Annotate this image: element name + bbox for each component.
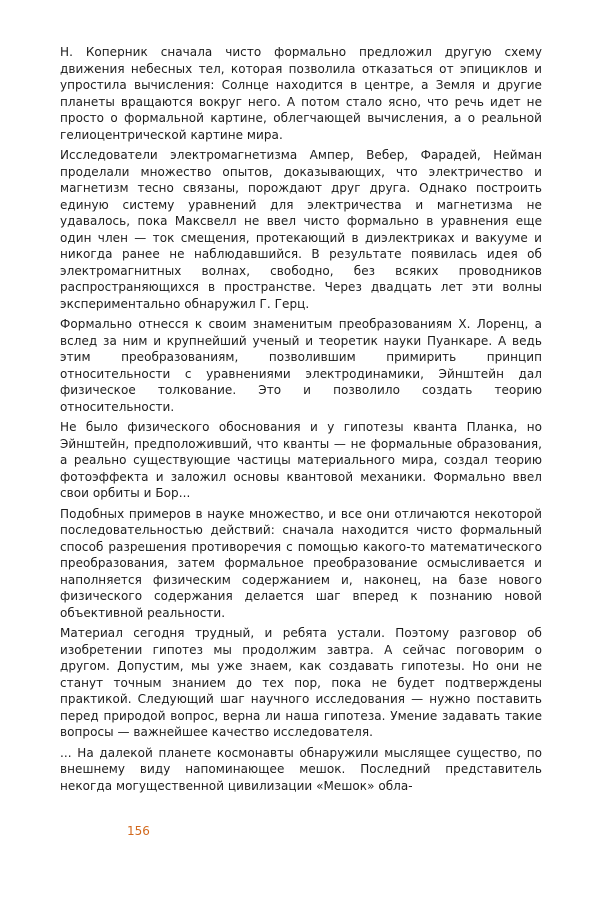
- paragraph-copernicus: Н. Коперник сначала чисто формально предложил другую схему движения небесных тел, которая позволила отказаться от эпициклов и упростила вычисления: Солнце находится в центре, а Земля и другие планеты вращаются вокруг него. А потом стало ясно, что речь идет не просто о формальной картине, облегчающей вычисления, а о реальной гелиоцентрической картине мира.: [60, 45, 542, 142]
- paragraph-lorentz: Формально отнесся к своим знаменитым преобразованиям Х. Лоренц, а вслед за ним и крупнейший ученый и теоретик науки Пуанкаре. А ведь этим преобразованиям, позволившим примирить принцип относительности с уравнениями электродинамики, Эйнштейн дал физическое толкование. Это и позволило создать теорию относительности.: [60, 317, 542, 414]
- page-body: [60, 44, 542, 798]
- paragraph-planet: ... На далекой планете космонавты обнаружили мыслящее существо, по внешнему виду напоминающее мешок. Последний представитель некогда могущественной цивилизации «Мешок» обла-: [60, 745, 542, 793]
- paragraph-material: Материал сегодня трудный, и ребята устали. Поэтому разговор об изобретении гипотез мы продолжим завтра. А сейчас поговорим о другом. Допустим, мы уже знаем, как создавать гипотезы. Но они не станут точным знанием до тех пор, пока не будет подтверждены практикой. Следующий шаг научного исследования — нужно поставить перед природой вопрос, верна ли наша гипотеза. Умение задавать такие вопросы — важнейшее качество исследователя.: [60, 626, 542, 739]
- paragraph-electromagnetism: Исследователи электромагнетизма Ампер, Вебер, Фарадей, Нейман проделали множество опытов, доказывающих, что электричество и магнетизм тесно связаны, порождают друг друга. Однако построить единую систему уравнений для электричества и магнетизма не удавалось, пока Максвелл не ввел чисто формально в уравнения еще один член — ток смещения, протекающий в диэлектриках и вакууме и никогда ранее не наблюдавшийся. В результате появилась идея об электромагнитных волнах, свободно, без всяких проводников распространяющихся в пространстве. Через двадцать лет эти волны экспериментально обнаружил Г. Герц.: [60, 148, 542, 311]
- paragraph-examples: Подобных примеров в науке множество, и все они отличаются некоторой последовательностью действий: сначала находится чисто формальный способ разрешения противоречия с помощью какого-то математического преобразования, затем формальное преобразование осмысливается и наполняется физическим содержанием и, наконец, на базе нового физического содержания делается шаг вперед к познанию новой объективной реальности.: [60, 506, 542, 620]
- page-number: 156: [127, 824, 150, 838]
- paragraph-planck: Не было физического обоснования и у гипотезы кванта Планка, но Эйнштейн, предположивший, что кванты — не формальные образования, а реально существующие частицы материального мира, создал теорию фотоэффекта и заложил основы квантовой механики. Формально ввел свои орбиты и Бор...: [60, 420, 542, 500]
